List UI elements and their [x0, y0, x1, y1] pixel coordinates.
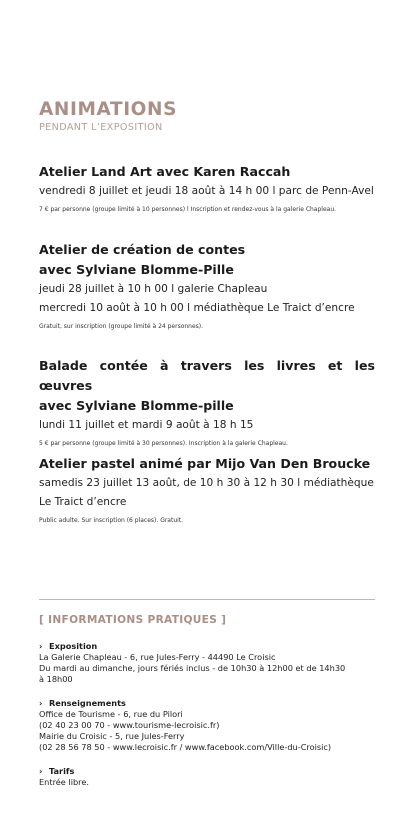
info-line: à 18h00 [39, 674, 73, 684]
divider [39, 599, 375, 600]
event-title-line-2: avec Sylviane Blomme-Pille [39, 262, 234, 277]
event-title: Atelier de création de contes [39, 242, 246, 257]
event-balade-contee [39, 356, 375, 448]
event-title: Balade contée à travers les livres et les œuvres [39, 358, 375, 393]
event-title: Atelier pastel animé par Mijo Van Den Broucke [39, 456, 371, 471]
event-note: Gratuit, sur inscription (groupe limité à 24 personnes). [39, 323, 204, 330]
info-label [39, 698, 379, 709]
page-title: ANIMATIONS [39, 99, 178, 120]
info-label-text: Tarifs [49, 766, 75, 776]
info-link-line[interactable]: (02 28 56 78 50 - www.lecroisic.fr / www.facebook.com/Ville-du-Croisic) [39, 742, 332, 752]
event-date-line: vendredi 8 juillet et jeudi 18 août à 14 h 00 l parc de Penn-Avel [39, 185, 374, 197]
event-date-line: mercredi 10 août à 10 h 00 l médiathèque Le Traict d’encre [39, 302, 355, 314]
event-date-line: jeudi 28 juillet à 10 h 00 l galerie Chapleau [39, 283, 268, 295]
event-note: 5 € par personne (groupe limité à 30 personnes). Inscription à la galerie Chapleau. [39, 440, 288, 447]
info-link-line[interactable]: (02 40 23 00 70 - www.tourisme-lecroisic.fr) [39, 720, 220, 730]
event-date-line: lundi 11 juillet et mardi 9 août à 18 h 15 [39, 419, 254, 431]
info-line: Office de Tourisme - 6, rue du Pilori [39, 709, 183, 719]
info-section-exposition [39, 641, 379, 685]
info-heading: [ INFORMATIONS PRATIQUES ] [39, 614, 227, 626]
info-label [39, 766, 379, 777]
info-line: Entrée libre. [39, 777, 90, 787]
info-line: Mairie du Croisic - 5, rue Jules-Ferry [39, 731, 185, 741]
info-label-text: Renseignements [49, 698, 126, 708]
page-subtitle: PENDANT L’EXPOSITION [39, 122, 163, 133]
info-line: La Galerie Chapleau - 6, rue Jules-Ferry - 44490 Le Croisic [39, 652, 276, 662]
info-section-renseignements [39, 698, 379, 753]
event-title: Atelier Land Art avec Karen Raccah [39, 164, 291, 179]
event-date-line: Le Traict d’encre [39, 496, 127, 508]
info-section-tarifs [39, 766, 379, 788]
event-note: Public adulte. Sur inscription (6 places). Gratuit. [39, 517, 184, 524]
event-creation-contes [39, 240, 375, 331]
info-label-text: Exposition [49, 641, 98, 651]
event-date-line: samedis 23 juillet 13 août, de 10 h 30 à 12 h 30 l médiathèque [39, 477, 374, 489]
info-line: Du mardi au dimanche, jours fériés inclus - de 10h30 à 12h00 et de 14h30 [39, 663, 346, 673]
event-note: 7 € par personne (groupe limité à 10 personnes) l Inscription et rendez-vous à la galerie Chapleau. [39, 206, 337, 213]
chevron-right-icon: › [39, 766, 43, 776]
event-title-line-2: avec Sylviane Blomme-pille [39, 398, 234, 413]
event-land-art [39, 162, 375, 214]
chevron-right-icon: › [39, 641, 43, 651]
info-label [39, 641, 379, 652]
event-atelier-pastel [39, 454, 375, 525]
chevron-right-icon: › [39, 698, 43, 708]
